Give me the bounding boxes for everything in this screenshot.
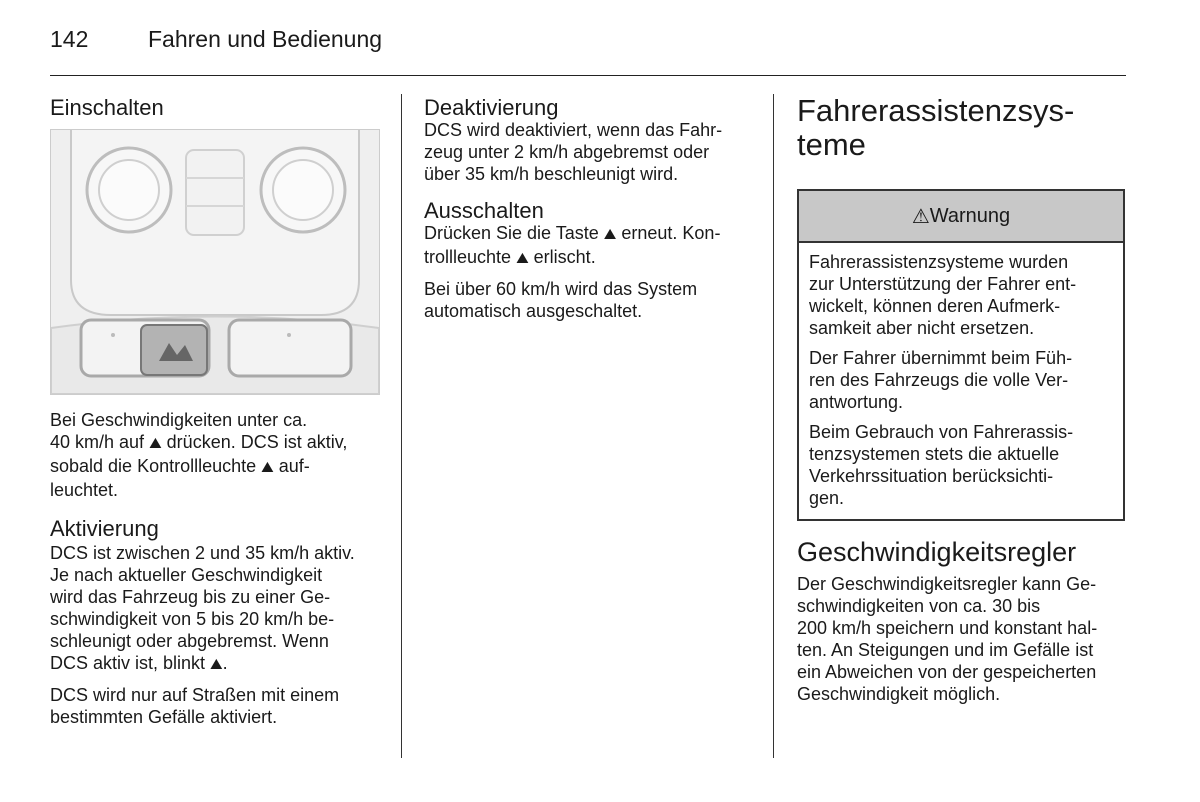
auto-off-paragraph	[424, 278, 754, 322]
text-line: bestimmten Gefälle aktiviert.	[50, 707, 278, 727]
dcs-icon: ⛰	[516, 250, 529, 267]
warning-paragraph	[809, 347, 1113, 413]
warning-paragraph	[809, 251, 1113, 339]
dcs-icon: ⛰	[149, 435, 162, 452]
text-line: samkeit aber nicht ersetzen.	[809, 318, 1035, 338]
text-line: Bei über 60 km/h wird das System	[424, 279, 698, 299]
page-number: 142	[50, 26, 89, 52]
text-line: ein Abweichen von der gespeicherten	[797, 662, 1097, 682]
text-line: Je nach aktueller Geschwindigkeit	[50, 565, 323, 585]
heading-line: Fahrerassistenzsys-	[797, 93, 1075, 128]
text-line: erlischt.	[528, 247, 596, 267]
heading-ausschalten: Ausschalten	[424, 198, 544, 223]
text-line: Drücken Sie die Taste	[424, 223, 604, 243]
page-section-title: Fahren und Bedienung	[148, 26, 383, 52]
warning-paragraph	[809, 421, 1113, 509]
text-line: Der Fahrer übernimmt beim Füh-	[809, 348, 1073, 368]
dcs-icon: ⛰	[603, 226, 617, 243]
text-line: DCS wird deaktiviert, wenn das Fahr-	[424, 120, 723, 140]
heading-line: teme	[797, 127, 866, 162]
text-line: schwindigkeit von 5 bis 20 km/h be-	[50, 609, 335, 629]
text-line: Der Geschwindigkeitsregler kann Ge-	[797, 574, 1097, 594]
text-line: wird das Fahrzeug bis zu einer Ge-	[50, 587, 331, 607]
header-rule	[50, 75, 1126, 76]
text-line: Beim Gebrauch von Fahrerassis-	[809, 422, 1074, 442]
text-line: wickelt, können deren Aufmerk-	[809, 296, 1061, 316]
heading-aktivierung: Aktivierung	[50, 516, 159, 541]
warning-body	[799, 243, 1123, 519]
deaktivierung-paragraph	[424, 119, 754, 185]
column-divider-1	[401, 94, 402, 758]
heading-einschalten: Einschalten	[50, 95, 164, 120]
text-line: antwortung.	[809, 392, 904, 412]
heading-deaktivierung: Deaktivierung	[424, 95, 559, 120]
column-2	[424, 94, 754, 330]
einschalten-paragraph	[50, 409, 380, 501]
dcs-button-figure	[50, 129, 380, 395]
text-line: Fahrerassistenzsysteme wurden	[809, 252, 1069, 272]
heading-fahrerassistenzsysteme	[797, 94, 1127, 162]
text-line: DCS ist zwischen 2 und 35 km/h aktiv.	[50, 543, 355, 563]
text-line: zur Unterstützung der Fahrer ent-	[809, 274, 1077, 294]
text-line: leuchtet.	[50, 480, 119, 500]
text-line: ten. An Steigungen und im Gefälle ist	[797, 640, 1094, 660]
text-line: zeug unter 2 km/h abgebremst oder	[424, 142, 710, 162]
text-line: drücken. DCS ist aktiv,	[161, 432, 348, 452]
text-line: schwindigkeiten von ca. 30 bis	[797, 596, 1041, 616]
text-line: Bei Geschwindigkeiten unter ca.	[50, 410, 308, 430]
ausschalten-paragraph	[424, 222, 754, 270]
text-line: gen.	[809, 488, 845, 508]
text-line: .	[222, 653, 228, 673]
text-line: trollleuchte	[424, 247, 517, 267]
text-line: erneut. Kon-	[616, 223, 721, 243]
console-illustration	[51, 130, 379, 394]
text-line: sobald die Kontrollleuchte	[50, 456, 262, 476]
text-line: Geschwindigkeit möglich.	[797, 684, 1001, 704]
warning-box	[797, 189, 1125, 521]
column-1	[50, 94, 380, 736]
text-line: ren des Fahrzeugs die volle Ver-	[809, 370, 1069, 390]
dcs-icon: ⛰	[210, 656, 223, 673]
dcs-icon: ⛰	[261, 459, 274, 476]
text-line: 200 km/h speichern und konstant hal-	[797, 618, 1098, 638]
warning-title: Warnung	[929, 204, 1011, 227]
text-line: schleunigt oder abgebremst. Wenn	[50, 631, 329, 651]
column-divider-2	[773, 94, 774, 758]
text-line: DCS wird nur auf Straßen mit einem	[50, 685, 340, 705]
aktivierung-paragraph	[50, 542, 380, 676]
text-line: Verkehrssituation berücksichti-	[809, 466, 1054, 486]
text-line: tenzsystemen stets die aktuelle	[809, 444, 1060, 464]
regler-paragraph	[797, 573, 1127, 705]
text-line: 40 km/h auf	[50, 432, 150, 452]
heading-geschwindigkeitsregler: Geschwindigkeitsregler	[797, 537, 1077, 567]
text-line: automatisch ausgeschaltet.	[424, 301, 643, 321]
column-3	[797, 94, 1127, 713]
text-line: über 35 km/h beschleunigt wird.	[424, 164, 679, 184]
text-line: auf-	[273, 456, 310, 476]
gefaelle-paragraph	[50, 684, 380, 728]
warning-header	[799, 191, 1123, 243]
warning-icon: ⚠	[911, 205, 930, 228]
text-line: DCS aktiv ist, blinkt	[50, 653, 211, 673]
